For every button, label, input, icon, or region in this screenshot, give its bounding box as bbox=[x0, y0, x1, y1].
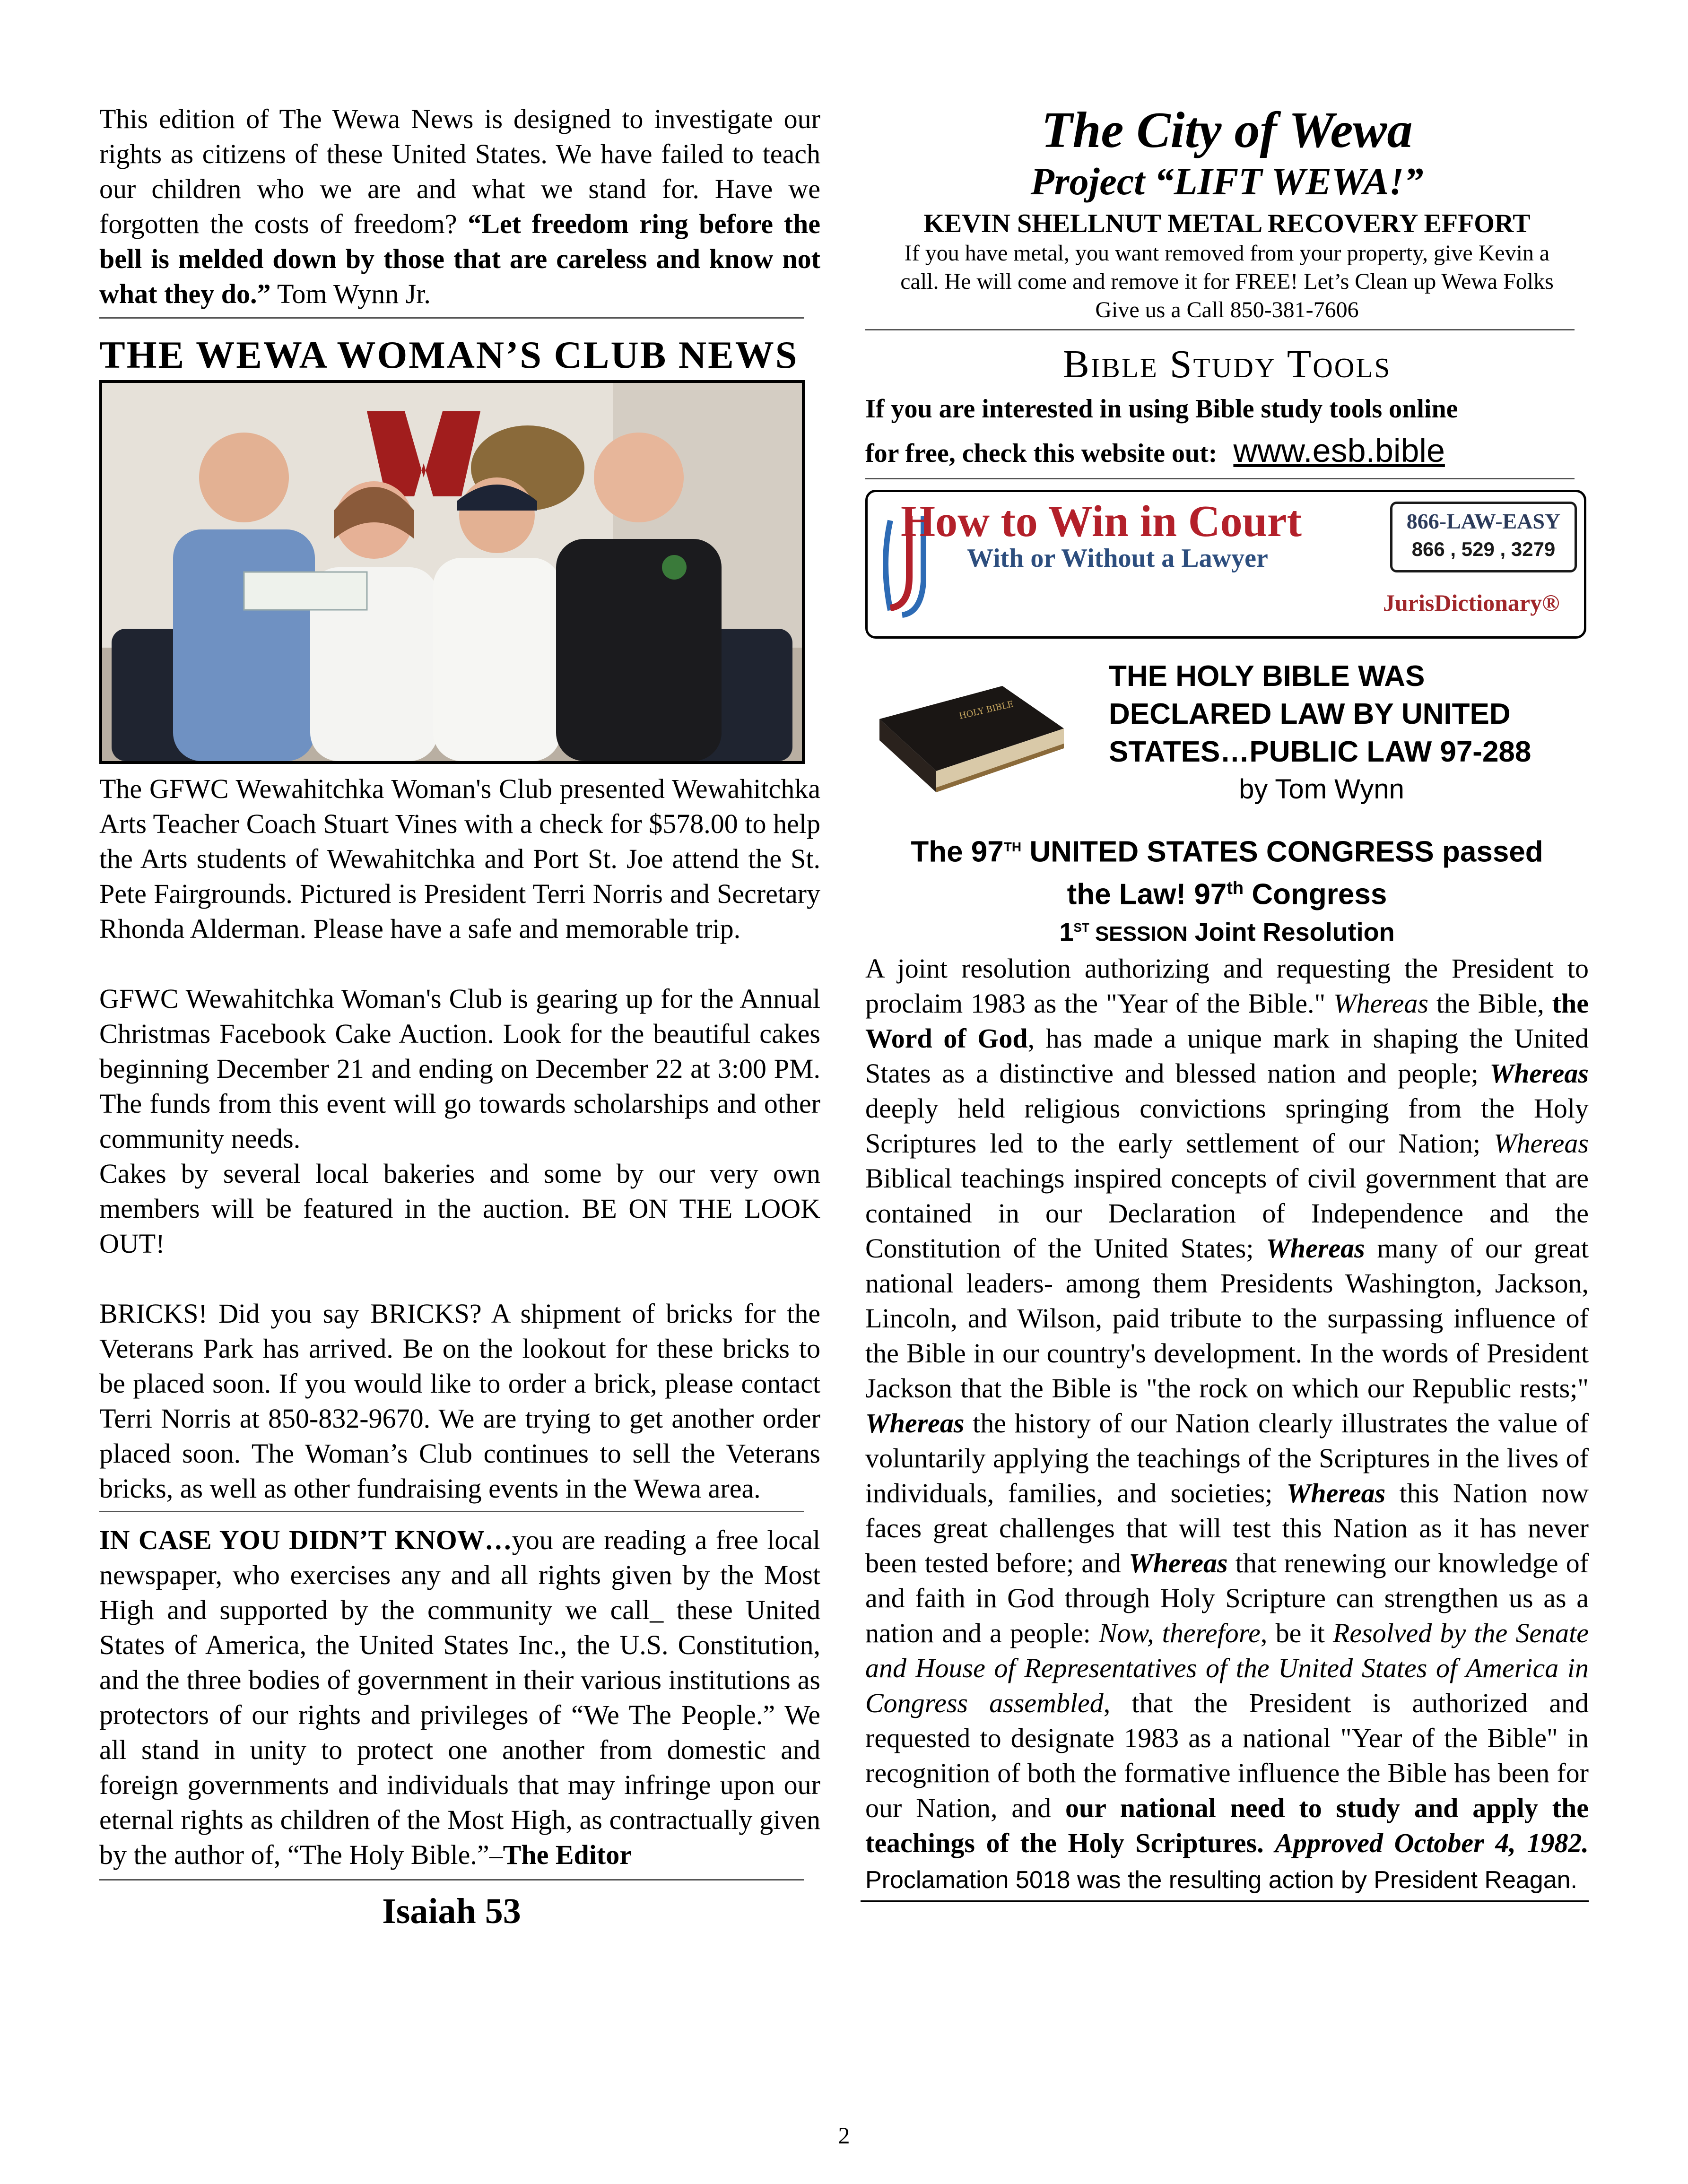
club-heading: THE WEWA WOMAN’S CLUB NEWS bbox=[99, 333, 799, 376]
club-paragraph-check: The GFWC Wewahitchka Woman's Club presented Wewahitchka Arts Teacher Coach Stuart Vines with a check for $578.00 to help the Arts students of Wewahitchka and Port St. Joe attend the St. Pete Fairgrounds. Pictured is President Terri Norris and Secretary Rhonda Alderman. Please have a safe and memorable trip. bbox=[99, 773, 820, 944]
bible-tools-line-2: for free, check this website out: www.esb.bible bbox=[865, 432, 1445, 469]
page-number: 2 bbox=[838, 2122, 850, 2149]
in-case-you-didnt-know: IN CASE YOU DIDN’T KNOW…you are reading a free local newspaper, who exercises any and all rights given by the Most High and supported by the community we call_ these United States of America, the United States Inc., the U.S. Constitution, and the three bodies of government in their various institutions as protectors of our rights and privileges of “We The People.” We all stand in unity to protect one another from domestic and foreign governments and individuals that may infringe upon our eternal rights as children of the Most High, as contractually given by the author of, “The Holy Bible.”–The Editor bbox=[99, 1525, 820, 1870]
law-heading: THE HOLY BIBLE WAS DECLARED LAW BY UNITED STATES…PUBLIC LAW 97-288 bbox=[1109, 660, 1531, 768]
divider bbox=[99, 1511, 804, 1512]
esb-bible-link[interactable]: www.esb.bible bbox=[1233, 432, 1445, 469]
bible-tools-line-1: If you are interested in using Bible study tools online bbox=[865, 394, 1458, 424]
bible-tools-heading: Bible Study Tools bbox=[1062, 342, 1392, 386]
club-paragraph-cakes: Cakes by several local bakeries and some by our very own members will be featured in the auction. BE ON THE LOOK OUT! bbox=[99, 1158, 820, 1259]
ad-phone-box bbox=[1390, 502, 1577, 572]
ad-title: How to Win in Court bbox=[901, 497, 1302, 546]
divider bbox=[99, 1879, 804, 1881]
club-photo bbox=[99, 380, 805, 764]
law-byline: by Tom Wynn bbox=[1239, 774, 1404, 805]
kevin-line-1: If you have metal, you want removed from your property, give Kevin a bbox=[904, 241, 1550, 266]
ad-phone-letters: 866-LAW-EASY bbox=[1406, 509, 1561, 533]
project-title: Project “LIFT WEWA!” bbox=[1030, 160, 1424, 203]
joint-resolution-text: A joint resolution authorizing and requesting the President to proclaim 1983 as the "Year of the Bible." Whereas the Bible, the Word of God, has made a unique mark in shaping the United States as a distinctive and blessed nation and people; Whereas deeply held religious convictions springing from the Holy Scriptures led to the early settlement of our Nation; Whereas Biblical teachings inspired concepts of civil government that are contained in our Declaration of Independence and the Constitution of the United States; Whereas many of our great national leaders- among them Presidents Washington, Jackson, Lincoln, and Wilson, paid tribute to the surpassing influence of the Bible in our country's development. In the words of President Jackson that the Bible is "the rock on which our Republic rests;" Whereas the history of our Nation clearly illustrates the value of voluntarily applying the teachings of the Scriptures in the lives of individuals, families, and societies; Whereas this Nation now faces great challenges that will test this Nation as it has never been tested before; and Whereas that renewing our knowledge of and faith in God through Holy Scripture can strengthen us as a nation and a people: Now, therefore, be it Resolved by the Senate and House of Representatives of the United States of America in Congress assembled, that the President is authorized and requested to designate 1983 as a national "Year of the Bible" in recognition of both the formative influence the Bible has been for our Nation, and our national need to study and apply the teachings of the Holy Scriptures. Approved October 4, 1982. Proclamation 5018 was the resulting action by President Reagan. bbox=[865, 953, 1589, 1894]
session-heading: 1ST SESSION Joint Resolution bbox=[1059, 918, 1395, 947]
congress-heading: The 97TH UNITED STATES CONGRESS passed the Law! 97th Congress bbox=[911, 835, 1543, 911]
ad-subtitle: With or Without a Lawyer bbox=[967, 544, 1268, 573]
intro-author: Tom Wynn Jr. bbox=[277, 278, 431, 309]
divider bbox=[865, 478, 1575, 479]
holy-bible-section bbox=[865, 658, 1589, 821]
divider bbox=[865, 329, 1575, 330]
editor-signature: The Editor bbox=[503, 1839, 632, 1870]
ad-phone-digits: 866 , 529 , 3279 bbox=[1411, 538, 1556, 560]
club-paragraph-bricks: BRICKS! Did you say BRICKS? A shipment of bricks for the Veterans Park has arrived. Be on the lookout for these bricks to be placed soon. If you would like to order a brick, please contact Terri Norris at 850-832-9670. We are trying to get another order placed soon. The Woman’s Club continues to sell the Veterans bricks, as well as other fundraising events in the Wewa area. bbox=[99, 1298, 820, 1504]
intro-quote: “Let freedom ring before the bell is melded down by those that are careless and know not what they do.” bbox=[99, 208, 820, 309]
city-title: The City of Wewa bbox=[1041, 102, 1413, 158]
divider bbox=[99, 317, 804, 319]
club-paragraph-auction: GFWC Wewahitchka Woman's Club is gearing up for the Annual Christmas Facebook Cake Auction. Look for the beautiful cakes beginning December 21 and ending on December 22 at 3:00 PM. The funds from this event will go towards scholarships and other community needs. bbox=[99, 983, 820, 1154]
left-column bbox=[99, 102, 820, 1932]
svg-text:HOLY BIBLE: HOLY BIBLE bbox=[958, 699, 1015, 721]
kevin-line-3: Give us a Call 850-381-7606 bbox=[1095, 297, 1359, 322]
how-to-win-in-court-ad[interactable] bbox=[865, 490, 1586, 639]
bible-book-icon bbox=[865, 676, 1073, 804]
right-column bbox=[865, 99, 1589, 1902]
divider bbox=[861, 1900, 1589, 1902]
club-photo-illustration bbox=[102, 383, 802, 761]
kevin-heading: KEVIN SHELLNUT METAL RECOVERY EFFORT bbox=[923, 209, 1531, 238]
isaiah-heading: Isaiah 53 bbox=[382, 1891, 521, 1931]
intro-paragraph: This edition of The Wewa News is designed to investigate our rights as citizens of these United States. We have failed to teach our children who we are and what we stand for. Have we forgotten the costs of freedom? “Let freedom ring before the bell is melded down by those that are careless and know not what they do.” Tom Wynn Jr. bbox=[99, 104, 820, 309]
ad-brand: JurisDictionary® bbox=[1383, 589, 1560, 616]
kevin-line-2: call. He will come and remove it for FREE! Let’s Clean up Wewa Folks bbox=[900, 269, 1554, 294]
